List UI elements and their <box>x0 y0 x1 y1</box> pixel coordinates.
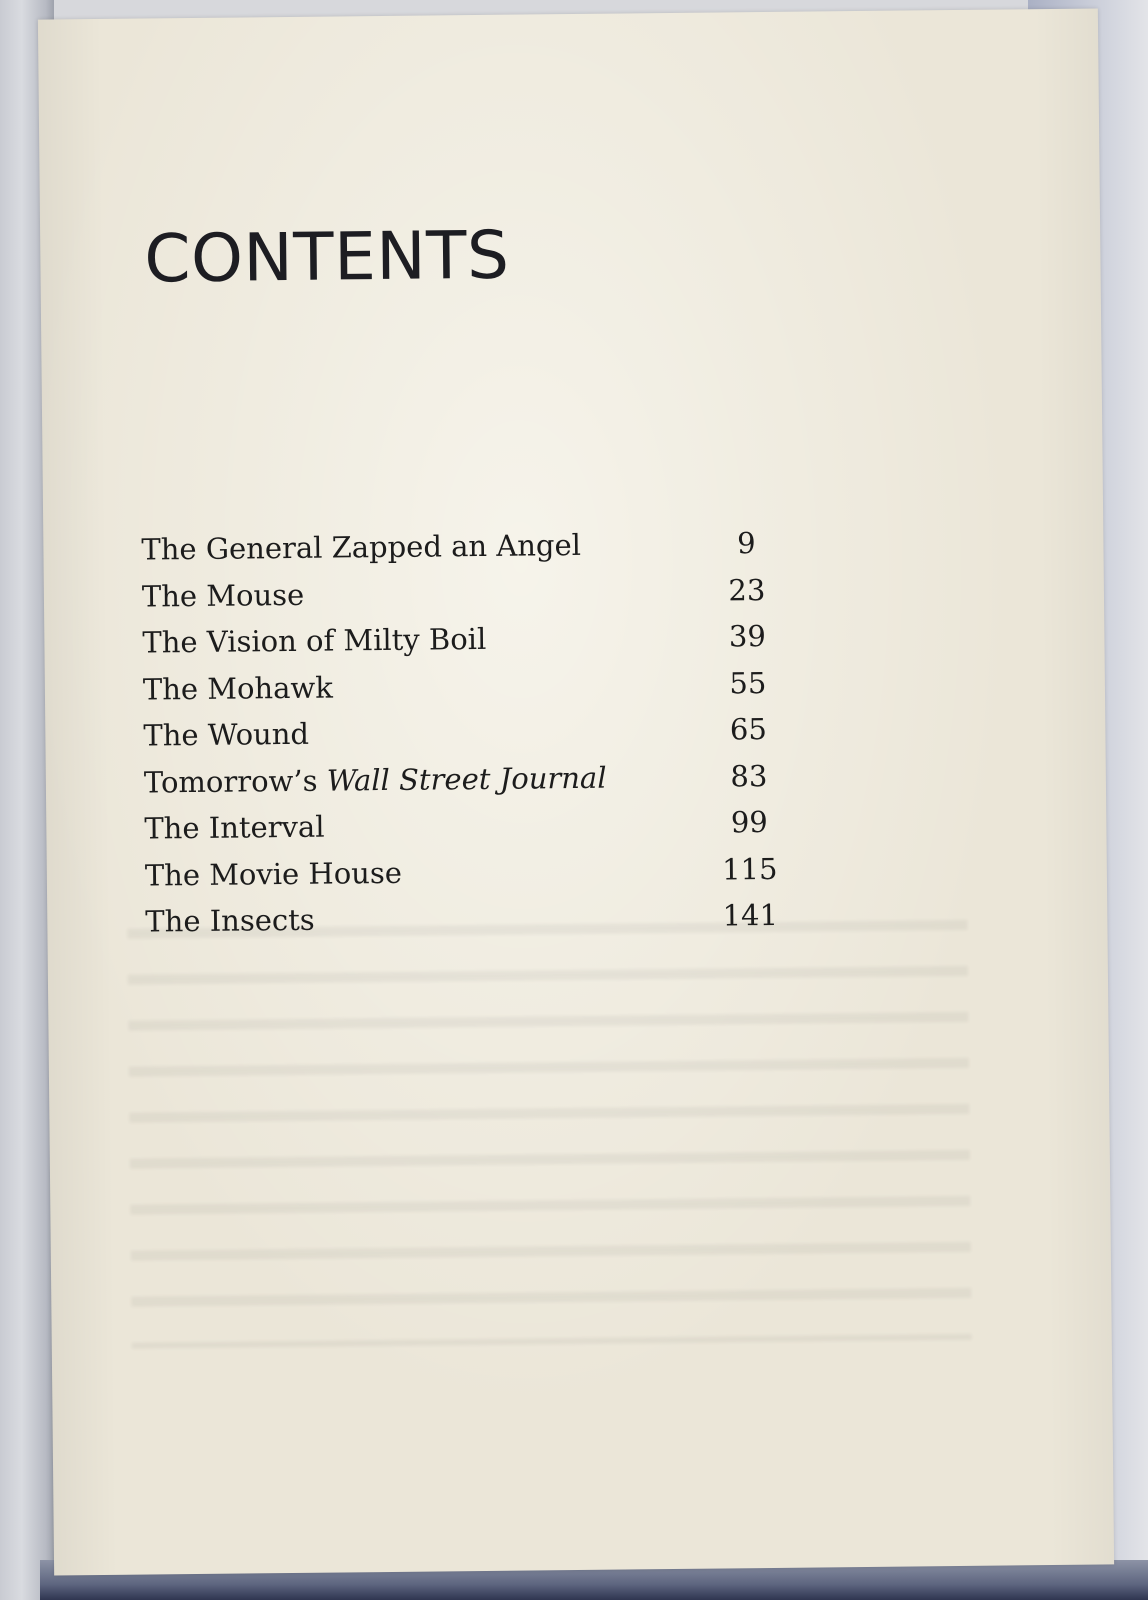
toc-title: The Mouse <box>141 577 305 614</box>
toc-entry <box>143 665 783 718</box>
toc-page-number: 55 <box>729 665 767 700</box>
toc-entry <box>142 619 782 672</box>
toc-entry <box>144 758 784 811</box>
toc-page-number: 65 <box>729 711 767 747</box>
toc-entry <box>141 526 781 579</box>
toc-page-number: 99 <box>730 804 768 840</box>
toc-page-number: 23 <box>728 572 766 607</box>
contents-heading: CONTENTS <box>143 216 510 298</box>
toc-title: The Mohawk <box>142 670 333 707</box>
toc-page-number: 83 <box>730 758 768 793</box>
toc-title-prefix: Tomorrow’s <box>143 763 327 800</box>
toc-title: The General Zapped an Angel <box>141 527 582 567</box>
toc-title-italic: Wall Street Journal <box>326 760 607 798</box>
toc-title: The Interval <box>144 809 325 846</box>
toc-page-number: 39 <box>728 619 767 654</box>
table-of-contents <box>141 526 785 951</box>
toc-entry <box>142 572 782 625</box>
toc-entry <box>145 851 785 904</box>
toc-entry <box>143 712 783 765</box>
book-page <box>38 8 1114 1575</box>
toc-entry <box>145 898 785 951</box>
toc-page-number: 9 <box>736 526 756 561</box>
toc-page-number: 115 <box>721 851 778 886</box>
toc-entry <box>144 805 784 858</box>
toc-title: The Insects <box>145 902 315 939</box>
toc-page-number: 141 <box>722 897 779 933</box>
toc-title: The Vision of Milty Boil <box>142 621 487 660</box>
show-through-text <box>127 920 971 1349</box>
toc-title: The Wound <box>143 716 310 753</box>
toc-title: The Movie House <box>144 855 403 893</box>
toc-title <box>144 760 607 799</box>
